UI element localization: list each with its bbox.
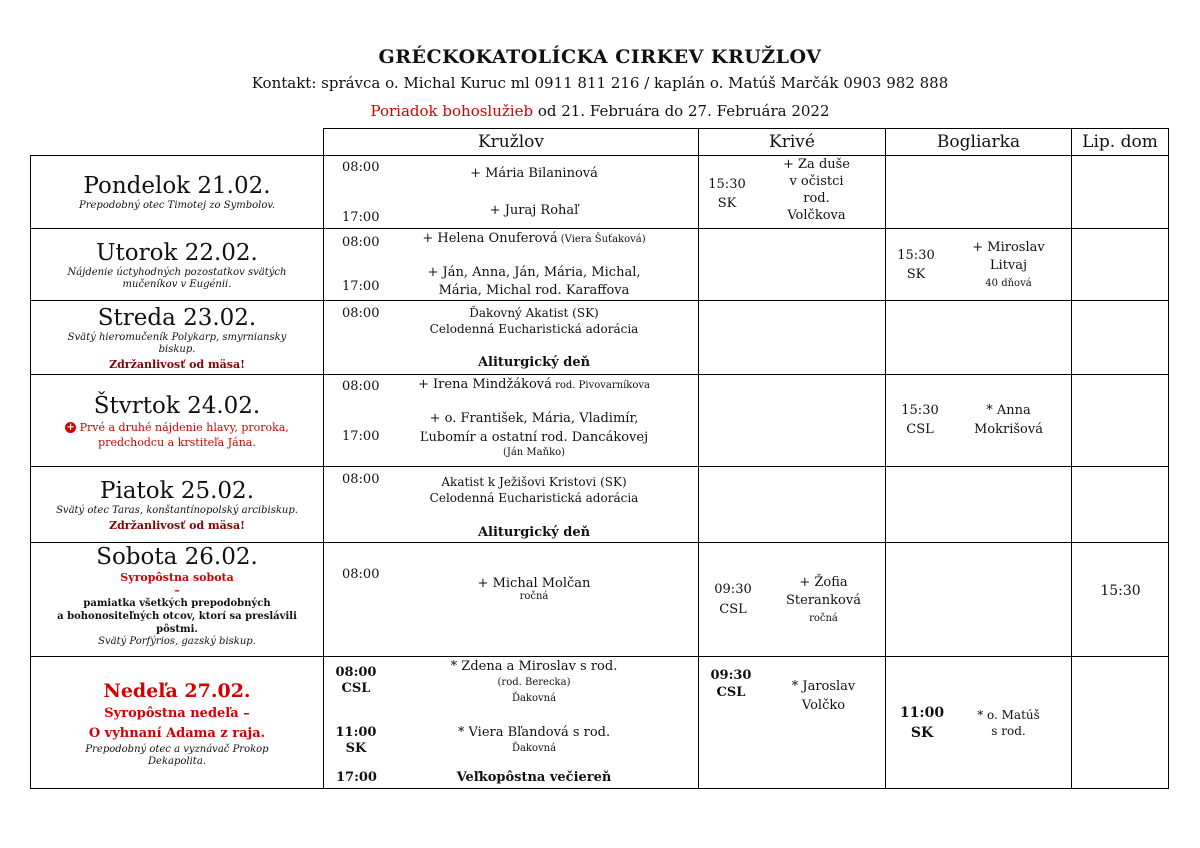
line: v očistci [789, 174, 844, 189]
intention [384, 576, 684, 602]
lip-dom-cell [1072, 301, 1169, 375]
feast-note [35, 420, 319, 435]
bogliarka-cell [886, 543, 1072, 657]
lip-dom-cell [1072, 543, 1169, 657]
intention [384, 409, 684, 459]
feast-note: predchodcu a krstiteľa Jána. [98, 435, 256, 449]
schedule-table [30, 128, 1169, 789]
line: Steranková [786, 593, 861, 608]
intention [956, 401, 1061, 439]
krive-cell [699, 543, 886, 657]
intention [956, 239, 1061, 293]
krive-cell [699, 156, 886, 229]
line: + Ján, Anna, Ján, Mária, Michal, [427, 265, 641, 280]
day-name: Pondelok 21.02. [83, 173, 271, 199]
day-cell [31, 657, 324, 789]
intention [384, 377, 684, 392]
lip-dom-cell [1072, 229, 1169, 301]
line: * Zdena a Miroslav s rod. [450, 659, 618, 674]
time: 17:00 [342, 429, 380, 444]
time: 08:00 [335, 665, 377, 680]
col-header-kruzlov: Kružlov [324, 129, 699, 156]
line: Mária, Michal rod. Karaffova [438, 283, 630, 298]
line: (rod. Berecka) [497, 677, 571, 688]
kruzlov-cell [324, 467, 699, 543]
saint-of-day: biskup. [158, 344, 196, 355]
date-range [0, 102, 1200, 120]
language: SK [717, 196, 737, 211]
language: SK [906, 267, 926, 282]
language: SK [345, 741, 367, 756]
row-monday [31, 156, 1169, 229]
line: s rod. [991, 724, 1026, 738]
aliturgical-day: Aliturgický deň [477, 355, 591, 370]
abstinence-note: Zdržanlivosť od mäsa! [109, 519, 245, 532]
family: rod. Pivovarníkova [551, 380, 650, 391]
service-time [892, 703, 952, 743]
intention [384, 659, 684, 707]
saint-of-day: Nájdenie úctyhodných pozostatkov svätých [67, 266, 287, 278]
kruzlov-cell [324, 657, 699, 789]
row-tuesday [31, 229, 1169, 301]
time: 17:00 [342, 210, 380, 225]
bogliarka-cell [886, 375, 1072, 467]
intention [956, 707, 1061, 739]
kruzlov-cell [324, 543, 699, 657]
intention [384, 725, 684, 757]
time: 11:00 [335, 725, 377, 740]
line: Akatist k Ježišovi Kristovi (SK) [441, 475, 627, 489]
line: * Jaroslav [791, 679, 856, 694]
time: 17:00 [342, 279, 380, 294]
line: + Michal Molčan [477, 576, 591, 591]
intention [771, 677, 876, 715]
service-time [705, 667, 757, 701]
feast-title: O vyhnaní Adama z raja. [88, 725, 266, 741]
bogliarka-cell [886, 657, 1072, 789]
service-time [705, 580, 761, 620]
day-cell [31, 301, 324, 375]
time: 15:30 [897, 248, 935, 263]
line: 40 dňová [985, 278, 1032, 289]
krive-cell [699, 229, 886, 301]
lip-dom-cell [1072, 657, 1169, 789]
time: 08:00 [342, 306, 380, 321]
saint-of-day: Prepodobný otec Timotej zo Symbolov. [79, 200, 275, 211]
col-header-lip-dom: Lip. dom [1072, 129, 1169, 156]
time: 11:00 [899, 705, 945, 721]
intention [384, 264, 684, 300]
col-header-bogliarka: Bogliarka [886, 129, 1072, 156]
language: CSL [341, 681, 371, 696]
saint-of-day: Prepodobný otec a vyznávač Prokop [85, 743, 269, 755]
vespers: Veľkopôstna večiereň [456, 770, 612, 785]
line: Volčkova [787, 208, 846, 223]
service-time [892, 401, 948, 439]
language: CSL [906, 422, 934, 437]
krive-cell [699, 375, 886, 467]
intention: + Mária Bilaninová [470, 166, 598, 181]
day-name: Utorok 22.02. [96, 239, 258, 266]
kruzlov-cell [324, 375, 699, 467]
line: Ďakovná [511, 693, 557, 704]
language: SK [910, 725, 934, 741]
lip-dom-cell [1072, 467, 1169, 543]
line: * o. Matúš [977, 708, 1040, 722]
day-name: Nedeľa 27.02. [103, 679, 251, 702]
time: 09:30 [710, 668, 752, 683]
service-time [330, 725, 382, 757]
line: Ďakovný Akatist (SK) [469, 306, 599, 320]
bogliarka-cell [886, 156, 1072, 229]
name: + Helena Onuferová [422, 231, 558, 246]
line: Mokrišová [974, 422, 1043, 437]
feast-text: pôstmi. [156, 624, 198, 635]
aliturgical-day: Aliturgický deň [477, 525, 591, 540]
language: CSL [716, 685, 746, 700]
line: * Viera Bľandová s rod. [457, 725, 611, 740]
date-range-text: od 21. Februára do 27. Februára 2022 [533, 102, 830, 120]
day-cell [31, 375, 324, 467]
time: 08:00 [342, 160, 380, 175]
empty-corner [31, 129, 324, 156]
line: ročná [519, 591, 549, 602]
row-saturday [31, 543, 1169, 657]
feast-text: a bohonositeľných otcov, ktorí sa preslávili [57, 611, 297, 622]
krive-cell [699, 301, 886, 375]
feast-text: pamiatka všetkých prepodobných [83, 598, 271, 609]
time: 15:30 [1100, 583, 1141, 599]
line: ročná [809, 613, 838, 624]
bogliarka-cell [886, 301, 1072, 375]
time: 08:00 [342, 235, 380, 250]
krive-cell [699, 657, 886, 789]
service-time [330, 665, 382, 697]
requester: (Ján Maňko) [502, 447, 566, 458]
day-name: Štvrtok 24.02. [93, 392, 261, 419]
kruzlov-cell [324, 156, 699, 229]
row-friday [31, 467, 1169, 543]
intention [384, 231, 684, 246]
feast-title: Syropôstna nedeľa – [104, 705, 250, 721]
bogliarka-cell [886, 229, 1072, 301]
line: * Anna [986, 403, 1031, 418]
line: rod. [803, 191, 830, 206]
row-sunday [31, 657, 1169, 789]
time: 15:30 [708, 177, 746, 192]
intention [384, 305, 684, 337]
cross-icon: + [66, 422, 75, 433]
line: Ďakovná [511, 743, 557, 754]
saint-of-day: Svätý hieromučeník Polykarp, smyrniansky [67, 332, 287, 343]
schedule-label: Poriadok bohoslužieb [370, 102, 534, 120]
day-name: Streda 23.02. [97, 305, 257, 331]
requester: (Viera Šuťaková) [557, 234, 646, 245]
saint-of-day: Svätý Porfýrios, gazský biskup. [98, 636, 256, 647]
kruzlov-cell [324, 229, 699, 301]
kruzlov-cell [324, 301, 699, 375]
feast-dash: – [174, 584, 180, 597]
intention [384, 474, 684, 506]
service-time [703, 175, 751, 213]
feast-title: Syropôstna sobota [120, 571, 234, 584]
abstinence-note: Zdržanlivosť od mäsa! [109, 358, 245, 371]
service-time [892, 246, 940, 284]
time: 08:00 [342, 379, 380, 394]
saint-of-day: Dekapolita. [148, 755, 206, 767]
day-name: Piatok 25.02. [99, 478, 255, 504]
row-wednesday [31, 301, 1169, 375]
line: + Žofia [799, 575, 848, 590]
krive-cell [699, 467, 886, 543]
intention [771, 574, 876, 628]
intention [759, 156, 874, 224]
line: Ľubomír a ostatní rod. Dancákovej [419, 430, 649, 445]
row-thursday [31, 375, 1169, 467]
day-cell [31, 229, 324, 301]
line: Prvé a druhé nájdenie hlavy, proroka, [79, 420, 289, 434]
line: Litvaj [989, 258, 1028, 273]
intention: + Juraj Rohaľ [489, 203, 579, 218]
language: CSL [719, 602, 747, 617]
day-name: Sobota 26.02. [96, 544, 258, 570]
line: Celodenná Eucharistická adorácia [429, 322, 639, 336]
time: 08:00 [342, 472, 380, 487]
time: 17:00 [336, 770, 377, 785]
saint-of-day: Svätý otec Taras, konštantínopolský arcibiskup. [56, 505, 298, 516]
col-header-krive: Krivé [699, 129, 886, 156]
contact-line: Kontakt: správca o. Michal Kuruc ml 0911 811 216 / kaplán o. Matúš Marčák 0903 982 888 [251, 74, 949, 92]
time: 09:30 [714, 582, 752, 597]
day-cell [31, 467, 324, 543]
page-title: GRÉCKOKATOLÍCKA CIRKEV KRUŽLOV [378, 46, 822, 68]
name: + Irena Mindžáková [418, 377, 552, 392]
line: Celodenná Eucharistická adorácia [429, 491, 639, 505]
lip-dom-cell [1072, 375, 1169, 467]
day-cell [31, 156, 324, 229]
line: + o. František, Mária, Vladimír, [429, 411, 639, 426]
bogliarka-cell [886, 467, 1072, 543]
line: + Za duše [783, 157, 850, 172]
time: 15:30 [901, 403, 939, 418]
lip-dom-cell [1072, 156, 1169, 229]
line: + Miroslav [972, 240, 1045, 255]
day-cell [31, 543, 324, 657]
saint-of-day: mučeníkov v Eugénii. [122, 278, 232, 290]
line: Volčko [801, 698, 846, 713]
time: 08:00 [342, 567, 380, 582]
